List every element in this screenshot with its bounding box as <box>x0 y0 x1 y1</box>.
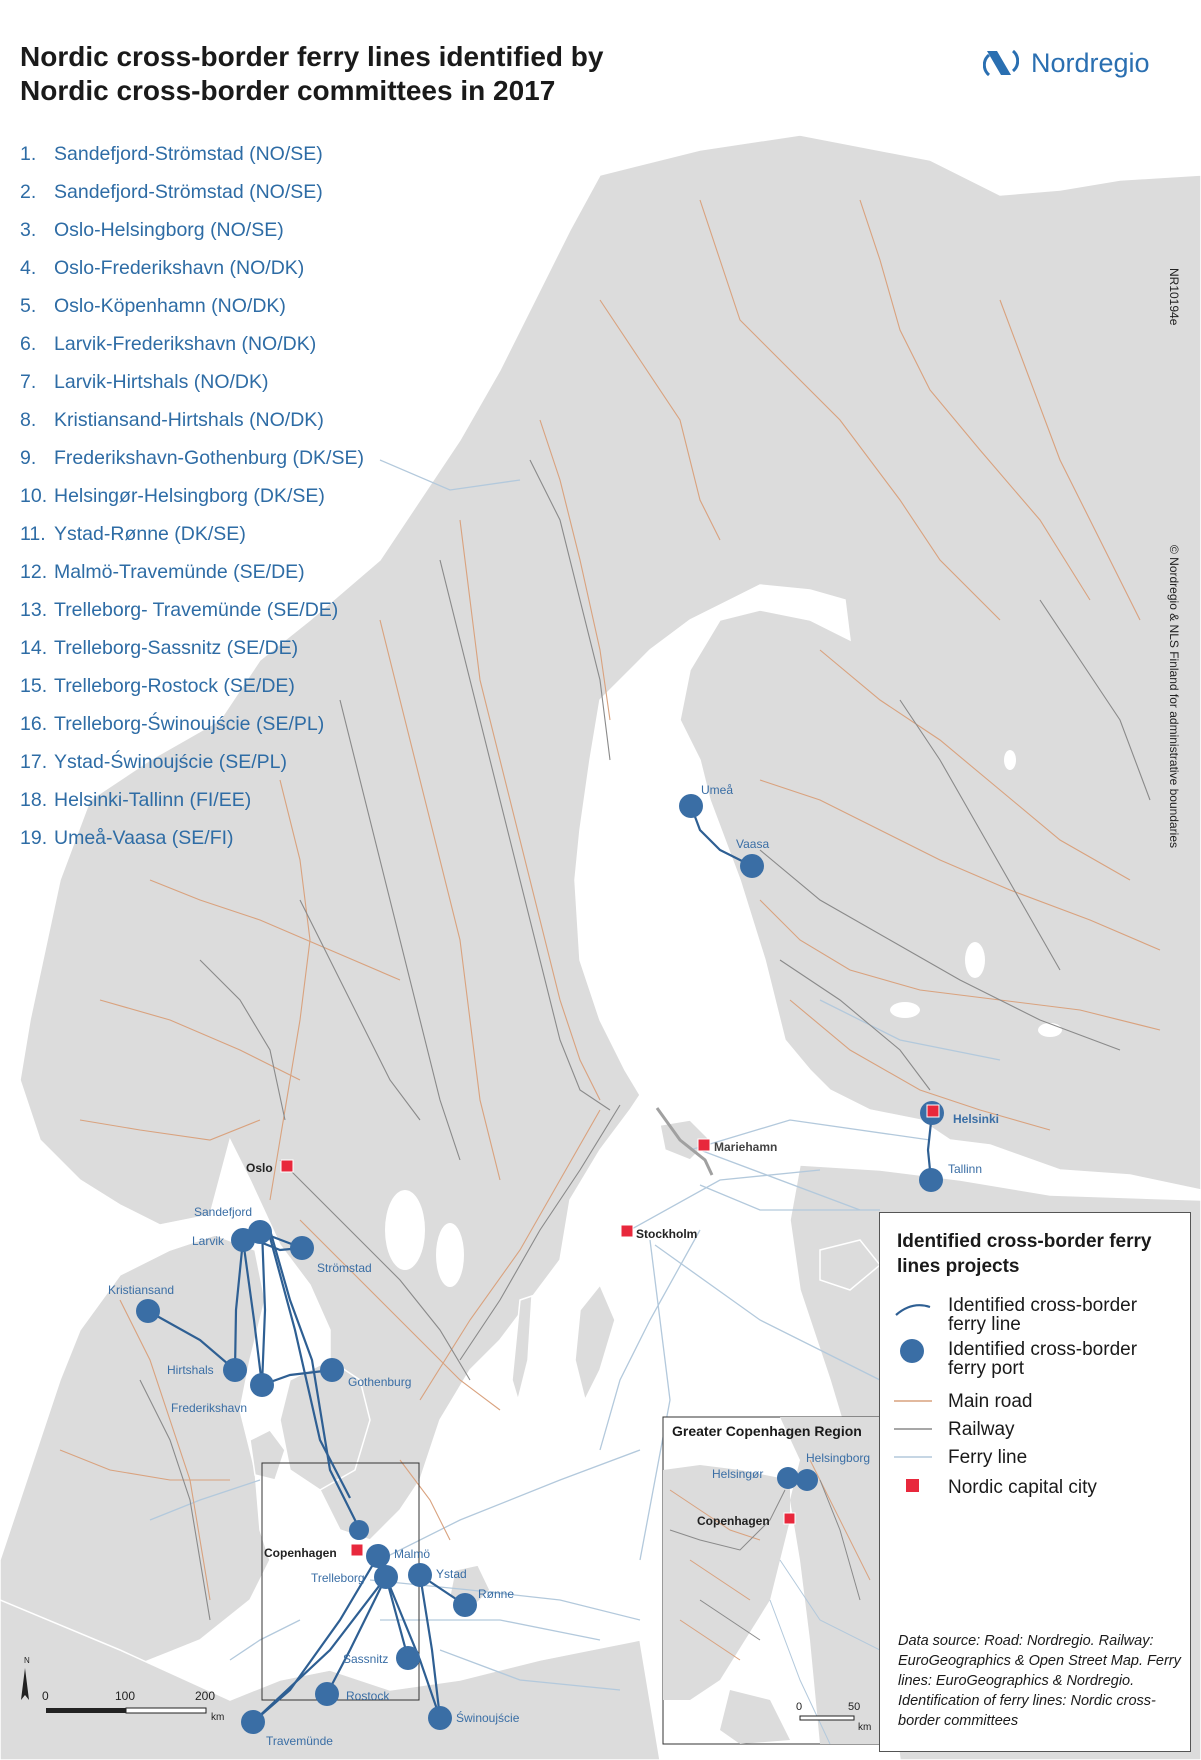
port-ystad <box>408 1563 432 1587</box>
route-name: Trelleborg-Sassnitz (SE/DE) <box>54 637 299 659</box>
label-helsinki: Helsinki <box>953 1112 1000 1126</box>
route-name: Ystad-Świnoujście (SE/PL) <box>54 751 288 773</box>
route-number: 11. <box>20 523 46 545</box>
port-larvik <box>231 1228 255 1252</box>
port-kristiansand <box>136 1299 160 1323</box>
svg-text:100: 100 <box>115 1689 136 1703</box>
label-frederikshavn: Frederikshavn <box>171 1401 248 1415</box>
svg-text:km: km <box>211 1712 225 1723</box>
legend <box>879 1212 1191 1752</box>
route-list-item <box>20 181 364 219</box>
route-list-item <box>20 447 364 485</box>
copyright-note: © Nordregio & NLS Finland for administrative boundaries <box>1167 545 1181 848</box>
inset-label-copenhagen: Copenhagen <box>697 1514 770 1528</box>
label-rostock: Rostock <box>346 1689 390 1703</box>
route-name: Ystad-Rønne (DK/SE) <box>54 523 246 545</box>
route-list-item <box>20 751 364 789</box>
label-mariehamn: Mariehamn <box>714 1140 778 1154</box>
route-list-item <box>20 637 364 675</box>
map-id: NR10194e <box>1167 268 1181 326</box>
route-list-item <box>20 257 364 295</box>
label-trelleborg: Trelleborg <box>311 1571 365 1585</box>
map-title-line-2: Nordic cross-border committees in 2017 <box>20 75 556 106</box>
svg-text:km: km <box>858 1722 872 1733</box>
legend-identified-line-symbol <box>890 1293 936 1337</box>
port-helsingborg-main <box>349 1520 369 1540</box>
route-number: 4. <box>20 257 37 279</box>
legend-ferry-port-symbol <box>890 1337 936 1381</box>
route-name: Trelleborg- Travemünde (SE/DE) <box>54 599 339 621</box>
route-name: Trelleborg-Rostock (SE/DE) <box>54 675 295 697</box>
legend-item-capital <box>890 1475 1190 1519</box>
route-list-item <box>20 789 364 827</box>
route-name: Sandefjord-Strömstad (NO/SE) <box>54 181 323 203</box>
port-hirtshals <box>223 1358 247 1382</box>
route-number: 9. <box>20 447 37 469</box>
route-number: 5. <box>20 295 37 317</box>
capital-mariehamn-marker <box>698 1139 710 1151</box>
nordregio-logo <box>983 45 1150 81</box>
route-list-item <box>20 523 364 561</box>
route-name: Helsingør-Helsingborg (DK/SE) <box>54 485 325 507</box>
route-list-item <box>20 713 364 751</box>
legend-item-ferry-port <box>890 1337 1190 1381</box>
ferry-trelleborg-sassnitz <box>386 1577 408 1658</box>
label-sandefjord: Sandefjord <box>194 1205 253 1219</box>
route-name: Malmö-Travemünde (SE/DE) <box>54 561 305 583</box>
route-number: 14. <box>20 637 48 659</box>
route-number: 16. <box>20 713 48 735</box>
map-title-line-1: Nordic cross-border ferry lines identified by <box>20 41 604 72</box>
inset-label-helsingor: Helsingør <box>712 1467 764 1481</box>
route-number: 6. <box>20 333 37 355</box>
route-list <box>20 143 364 865</box>
label-malmo: Malmö <box>394 1547 431 1561</box>
legend-ferry-port-label: Identified cross-border ferry port <box>948 1339 1138 1379</box>
capital-copenhagen-marker <box>351 1544 363 1556</box>
route-name: Trelleborg-Świnoujście (SE/PL) <box>54 713 325 735</box>
label-vaasa: Vaasa <box>736 837 770 851</box>
port-tallinn <box>919 1168 943 1192</box>
label-swinoujscie: Świnoujście <box>456 1711 520 1725</box>
route-name: Larvik-Hirtshals (NO/DK) <box>54 371 269 393</box>
route-name: Oslo-Helsingborg (NO/SE) <box>54 219 284 241</box>
route-number: 10. <box>20 485 48 507</box>
gotland <box>575 1285 615 1400</box>
port-travemunde <box>241 1710 265 1734</box>
port-trelleborg <box>374 1565 398 1589</box>
capital-oslo-marker <box>281 1160 293 1172</box>
inset-port-helsingborg <box>796 1469 818 1491</box>
label-stromstad: Strömstad <box>317 1261 372 1275</box>
legend-identified-line-label: Identified cross-border ferry line <box>948 1295 1138 1335</box>
route-number: 17. <box>20 751 48 773</box>
label-tallinn: Tallinn <box>948 1162 983 1176</box>
route-list-item <box>20 561 364 599</box>
label-hirtshals: Hirtshals <box>167 1363 214 1377</box>
route-number: 8. <box>20 409 37 431</box>
legend-ferry-line-label: Ferry line <box>948 1447 1028 1468</box>
map-title <box>20 40 720 108</box>
legend-capital-label: Nordic capital city <box>948 1477 1097 1498</box>
port-frederikshavn <box>250 1373 274 1397</box>
svg-text:200: 200 <box>195 1689 216 1703</box>
label-umea: Umeå <box>701 783 734 797</box>
legend-capital-symbol <box>890 1475 936 1519</box>
inset-title: Greater Copenhagen Region <box>672 1423 862 1439</box>
label-ronne: Rønne <box>478 1587 515 1601</box>
label-travemunde: Travemünde <box>266 1734 333 1748</box>
route-number: 19. <box>20 827 48 849</box>
svg-text:N: N <box>24 1656 30 1665</box>
port-ronne <box>453 1593 477 1617</box>
legend-railway-label: Railway <box>948 1419 1015 1440</box>
route-number: 15. <box>20 675 48 697</box>
route-list-item <box>20 827 364 865</box>
route-name: Larvik-Frederikshavn (NO/DK) <box>54 333 317 355</box>
legend-title: Identified cross-border ferry lines projects <box>897 1231 1152 1277</box>
label-kristiansand: Kristiansand <box>108 1283 175 1297</box>
svg-text:50: 50 <box>848 1701 861 1713</box>
funen <box>250 1430 285 1480</box>
route-list-item <box>20 219 364 257</box>
label-larvik: Larvik <box>192 1234 225 1248</box>
port-sassnitz <box>396 1646 420 1670</box>
route-name: Helsinki-Tallinn (FI/EE) <box>54 789 252 811</box>
port-malmo <box>366 1544 390 1568</box>
legend-item-identified-line <box>890 1293 1190 1337</box>
port-stromstad <box>290 1236 314 1260</box>
route-list-item <box>20 295 364 333</box>
route-list-item <box>20 675 364 713</box>
label-copenhagen: Copenhagen <box>264 1546 337 1560</box>
route-name: Umeå-Vaasa (SE/FI) <box>54 827 234 849</box>
route-list-item <box>20 371 364 409</box>
svg-text:0: 0 <box>42 1689 49 1703</box>
route-number: 18. <box>20 789 48 811</box>
inset-port-helsingor <box>777 1467 799 1489</box>
route-number: 2. <box>20 181 37 203</box>
port-gothenburg <box>320 1358 344 1382</box>
ferry-trelleborg-rostock <box>327 1577 389 1694</box>
route-name: Sandefjord-Strömstad (NO/SE) <box>54 143 323 165</box>
nordregio-logo-icon <box>983 45 1019 81</box>
port-vaasa <box>740 854 764 878</box>
svg-text:0: 0 <box>796 1701 803 1713</box>
route-name: Oslo-Köpenhamn (NO/DK) <box>54 295 286 317</box>
copenhagen-inset <box>663 1417 880 1744</box>
route-list-item <box>20 143 364 181</box>
route-number: 1. <box>20 143 37 165</box>
route-list-item <box>20 485 364 523</box>
nordregio-logo-text: Nordregio <box>1031 47 1150 78</box>
route-number: 12. <box>20 561 48 583</box>
label-stockholm: Stockholm <box>636 1227 698 1241</box>
legend-main-road-label: Main road <box>948 1391 1033 1412</box>
route-list-item <box>20 599 364 637</box>
inset-capital-copenhagen <box>784 1513 795 1524</box>
route-name: Oslo-Frederikshavn (NO/DK) <box>54 257 305 279</box>
label-gothenburg: Gothenburg <box>348 1375 412 1389</box>
route-number: 3. <box>20 219 37 241</box>
route-list-item <box>20 333 364 371</box>
route-name: Kristiansand-Hirtshals (NO/DK) <box>54 409 324 431</box>
capital-helsinki-marker <box>927 1105 939 1117</box>
label-ystad: Ystad <box>436 1567 467 1581</box>
label-sassnitz: Sassnitz <box>343 1652 389 1666</box>
route-name: Frederikshavn-Gothenburg (DK/SE) <box>54 447 364 469</box>
capital-stockholm-marker <box>621 1225 633 1237</box>
route-list-item <box>20 409 364 447</box>
label-oslo: Oslo <box>246 1161 273 1175</box>
route-number: 13. <box>20 599 48 621</box>
port-umea <box>679 794 703 818</box>
inset-label-helsingborg: Helsingborg <box>806 1451 871 1465</box>
port-swinoujscie <box>428 1706 452 1730</box>
route-number: 7. <box>20 371 37 393</box>
data-source-note: Data source: Road: Nordregio. Railway: EuroGeographics & Open Street Map. Ferry lines: EuroGeographics & Nordregio. Identification of ferry lines: Nordic cross-border committees <box>898 1633 1181 1729</box>
port-rostock <box>315 1682 339 1706</box>
